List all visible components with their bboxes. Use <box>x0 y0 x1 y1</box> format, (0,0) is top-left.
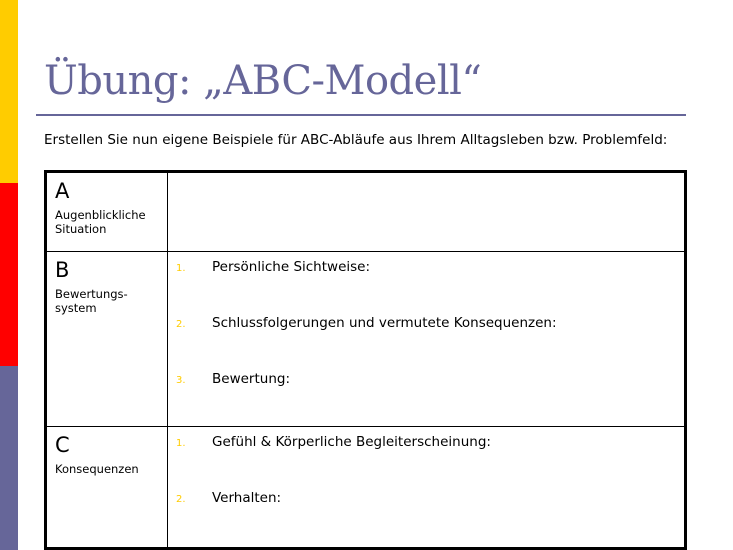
item-number: 3. <box>176 375 186 386</box>
item-text: Verhalten: <box>212 490 282 506</box>
label-cell-c <box>46 427 168 549</box>
table-row-c <box>46 427 686 549</box>
content-cell-a[interactable] <box>168 172 686 252</box>
accent-bar-yellow <box>0 0 18 183</box>
item-number: 1. <box>176 438 186 449</box>
item-number: 1. <box>176 263 186 274</box>
row-description-c: Konsequenzen <box>55 462 139 476</box>
list-item <box>168 314 684 370</box>
row-letter-a: A <box>55 179 70 203</box>
item-text: Gefühl & Körperliche Begleiterscheinung: <box>212 434 491 450</box>
item-text: Bewertung: <box>212 371 290 387</box>
content-cell-c[interactable] <box>168 427 686 549</box>
intro-text: Erstellen Sie nun eigene Beispiele für ABC-Abläufe aus Ihrem Alltagsleben bzw. Problemfeld: <box>44 132 668 148</box>
row-letter-c: C <box>55 433 70 457</box>
content-cell-b[interactable] <box>168 252 686 427</box>
item-list-b <box>168 252 684 426</box>
item-text: Schlussfolgerungen und vermutete Konsequenzen: <box>212 315 557 331</box>
list-item <box>168 370 684 426</box>
list-item <box>168 489 684 545</box>
row-description-a: Augenblickliche Situation <box>55 208 146 236</box>
label-cell-a <box>46 172 168 252</box>
list-item <box>168 258 684 314</box>
row-description-b: Bewertungs-system <box>55 287 128 315</box>
accent-bar-blue <box>0 366 18 550</box>
item-number: 2. <box>176 494 186 505</box>
abc-table <box>44 170 687 550</box>
item-number: 2. <box>176 319 186 330</box>
title-underline <box>36 114 686 116</box>
table-row-b <box>46 252 686 427</box>
list-item <box>168 433 684 489</box>
slide-title: Übung: „ABC-Modell“ <box>44 58 482 104</box>
label-cell-b <box>46 252 168 427</box>
item-list-c <box>168 427 684 545</box>
item-text: Persönliche Sichtweise: <box>212 259 371 275</box>
row-letter-b: B <box>55 258 70 282</box>
table-row-a <box>46 172 686 252</box>
accent-bar-red <box>0 183 18 366</box>
